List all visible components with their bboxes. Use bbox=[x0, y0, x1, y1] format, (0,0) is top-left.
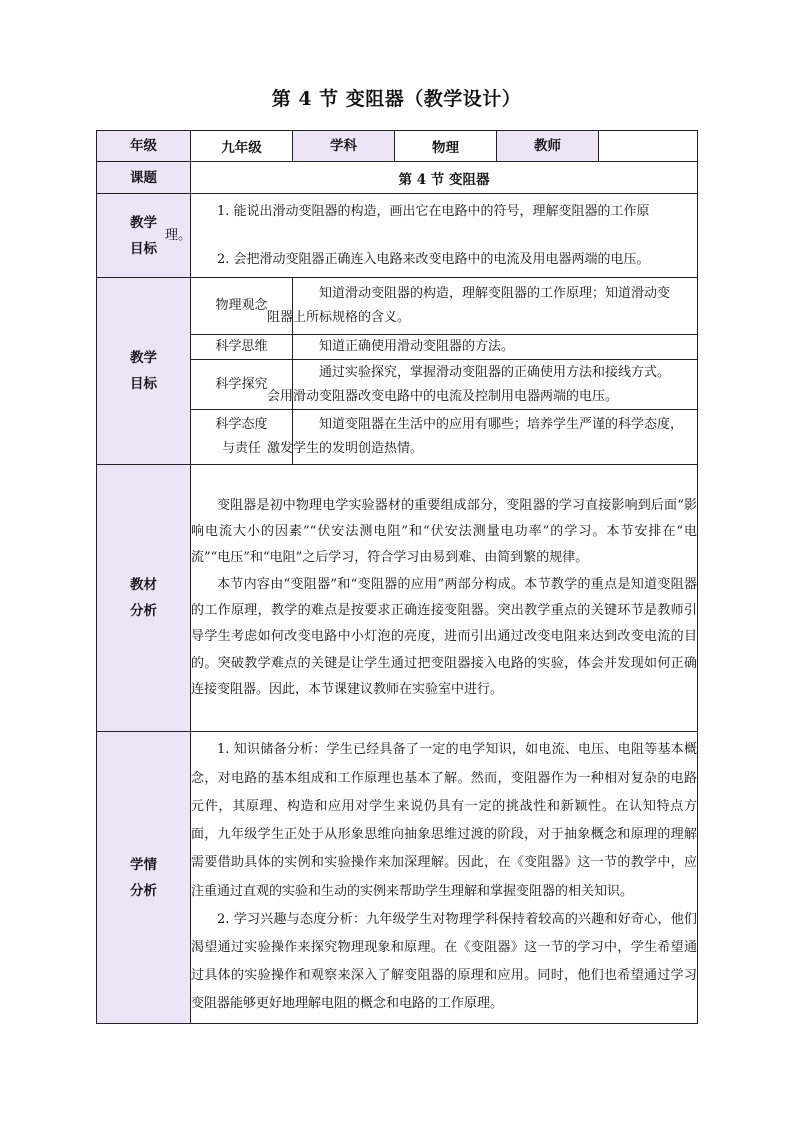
literacy-name: 科学探究 bbox=[191, 360, 293, 410]
goal-item-1: 1. 能说出滑动变阻器的构造，画出它在电路中的符号，理解变阻器的工作原 理。 bbox=[165, 203, 650, 243]
material-row bbox=[97, 465, 698, 732]
literacy-label: 教学 目标 bbox=[97, 278, 191, 465]
topic-label: 课题 bbox=[97, 162, 191, 194]
learner-row bbox=[97, 732, 698, 1024]
topic-value: 第 4 节 变阻器 bbox=[191, 162, 698, 194]
learner-para-1: 1. 知识储备分析：学生已经具备了一定的电学知识，如电流、电压、电阻等基本概念，对电路的基本组成和工作原理也基本了解。然而，变阻器作为一种相对复杂的电路元件，其原理、构造和应用对学生来说仍具有一定的挑战性和新颖性。在认知特点方面，九年级学生正处于从形象思维向抽象思维过渡的阶段，对于抽象概念和原理的理解需要借助具体的实例和实验操作来加深理解。因此，在《变阻器》这一节的教学中，应注重通过直观的实验和生动的实例来帮助学生理解和掌握变阻器的相关知识。 bbox=[191, 742, 697, 899]
literacy-text: 通过实验探究，掌握滑动变阻器的正确使用方法和接线方式。 会用滑动变阻器改变电路中的电流及控制用电器两端的电压。 bbox=[293, 360, 698, 410]
learner-content bbox=[191, 732, 698, 1024]
lesson-plan-table bbox=[96, 130, 698, 1024]
literacy-text: 知道滑动变阻器的构造，理解变阻器的工作原理；知道滑动变 阻器上所标规格的含义。 bbox=[293, 278, 698, 335]
grade-value: 九年级 bbox=[191, 131, 293, 162]
literacy-row-1 bbox=[97, 278, 698, 335]
material-para-2: 本节内容由“变阻器”和“变阻器的应用”两部分构成。本节教学的重点是知道变阻器的工作原理，教学的难点是按要求正确连接变阻器。突出教学重点的关键环节是教师引导学生考虑如何改变电路中小灯泡的亮度，进而引出通过改变电阻来达到改变电流的目的。突破教学难点的关键是让学生通过把变阻器接入电路的实验，体会并发现如何正确连接变阻器。因此，本节课建议教师在实验室中进行。 bbox=[191, 576, 697, 697]
subject-value: 物理 bbox=[395, 131, 497, 162]
teacher-label: 教师 bbox=[497, 131, 599, 162]
learner-label: 学情 分析 bbox=[97, 732, 191, 1024]
learner-para-2: 2. 学习兴趣与态度分析：九年级学生对物理学科保持着较高的兴趣和好奇心，他们渴望通过实验操作来探究物理现象和原理。在《变阻器》这一节的学习中，学生希望通过具体的实验操作和观察来深入了解变阻器的原理和应用。同时，他们也希望通过学习变阻器能够更好地理解电阻的概念和电路的工作原理。 bbox=[191, 911, 697, 1012]
subject-label: 学科 bbox=[293, 131, 395, 162]
literacy-name: 物理观念 bbox=[191, 278, 293, 335]
material-content bbox=[191, 465, 698, 732]
material-para-1: 变阻器是初中物理电学实验器材的重要组成部分，变阻器的学习直接影响到后面“影响电流大小的因素”“伏安法测电阻”和“伏安法测量电功率”的学习。本节安排在“电流”“电压”和“电阻”之后学习，符合学习由易到难、由简到繁的规律。 bbox=[191, 497, 697, 566]
goals-content bbox=[165, 194, 698, 278]
material-label: 教材 分析 bbox=[97, 465, 191, 732]
literacy-text: 知道变阻器在生活中的应用有哪些；培养学生严谨的科学态度， 激发学生的发明创造热情。 bbox=[293, 410, 698, 465]
teacher-value bbox=[599, 131, 698, 162]
goal-item-2: 2. 会把滑动变阻器正确连入电路来改变电路中的电流及用电器两端的电压。 bbox=[217, 251, 650, 267]
grade-label: 年级 bbox=[97, 131, 191, 162]
document-title: 第 4 节 变阻器（教学设计） bbox=[271, 88, 522, 110]
literacy-name: 科学思维 bbox=[191, 335, 293, 360]
topic-row bbox=[97, 162, 698, 194]
literacy-name: 科学态度 与责任 bbox=[191, 410, 293, 465]
goals-row bbox=[97, 194, 698, 278]
goals-label: 教学 目标 bbox=[97, 194, 191, 278]
info-row bbox=[97, 131, 698, 162]
literacy-text: 知道正确使用滑动变阻器的方法。 bbox=[293, 335, 698, 360]
